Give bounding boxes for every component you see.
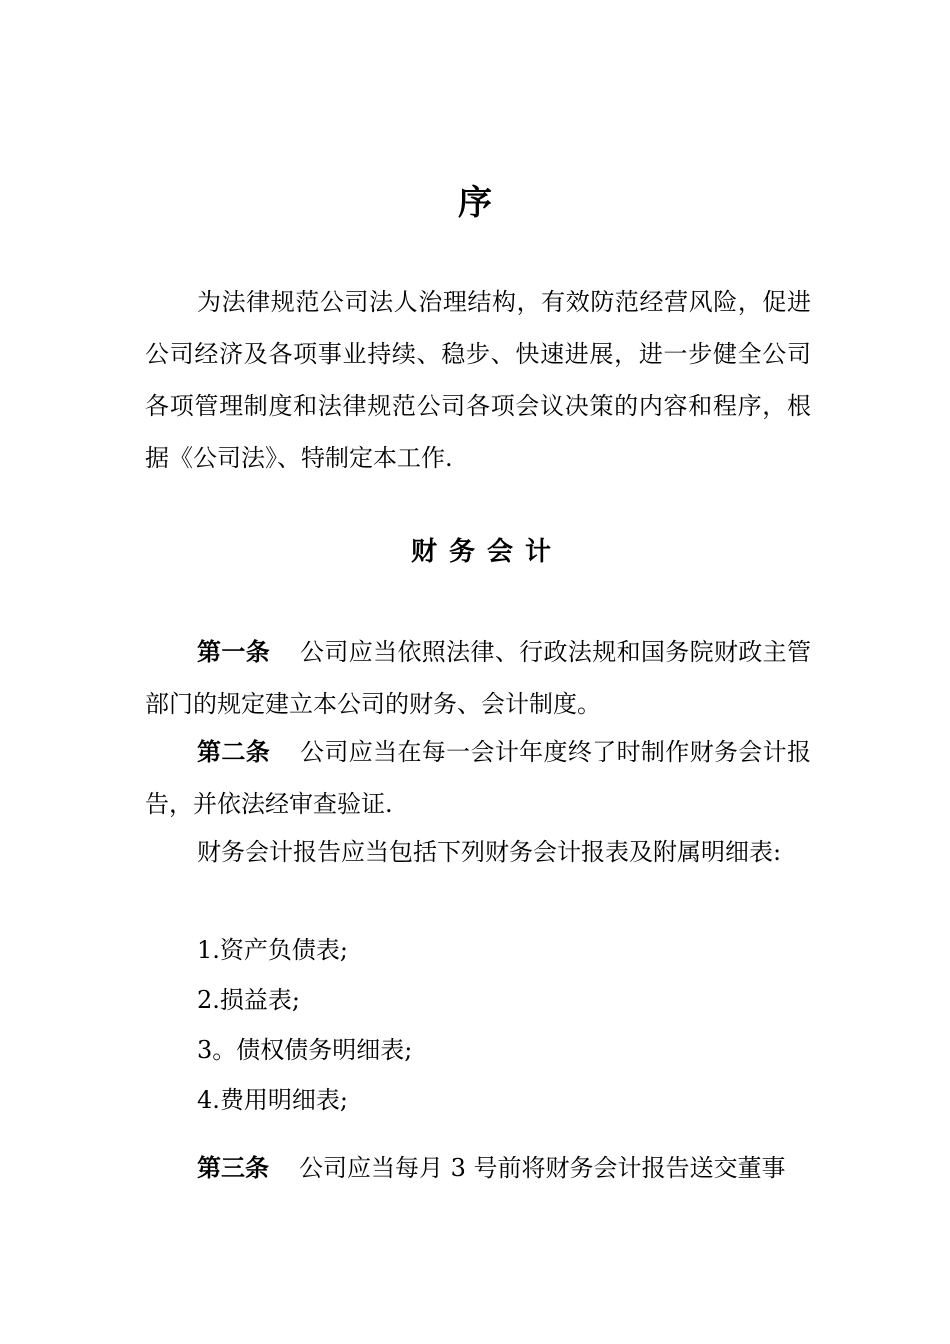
list-item: 1.资产负债表; [197,936,348,964]
list-item: 3。债权债务明细表; [197,1036,413,1064]
article-3 [145,1142,811,1194]
section-title: 财务会计 [410,537,563,567]
article-1-text: 公司应当依照法律、行政法规和国务院财政主管部门的规定建立本公司的财务、会计制度。 [145,638,812,718]
list-item: 2.损益表; [197,986,300,1014]
article-2-label: 第二条 [197,737,271,766]
list-item: 4.费用明细表; [197,1086,348,1114]
preface-paragraph: 为法律规范公司法人治理结构，有效防范经营风险，促进公司经济及各项事业持续、稳步、快速进展，进一步健全公司各项管理制度和法律规范公司各项会议决策的内容和程序，根据《公司法》、特制定本工作. [145,288,811,472]
article-2-text: 公司应当在每一会计年度终了时制作财务会计报告，并依法经审查验证. [145,738,812,818]
article-1-label: 第一条 [197,637,271,666]
article-3-text: 公司应当每月 3 号前将财务会计报告送交董事 [299,1154,786,1182]
preface-title: 序 [458,183,492,223]
article-3-label: 第三条 [197,1153,269,1182]
article-1 [145,626,811,730]
report-intro-paragraph: 财务会计报告应当包括下列财务会计报表及附属明细表: [197,838,782,866]
article-2 [145,726,811,830]
